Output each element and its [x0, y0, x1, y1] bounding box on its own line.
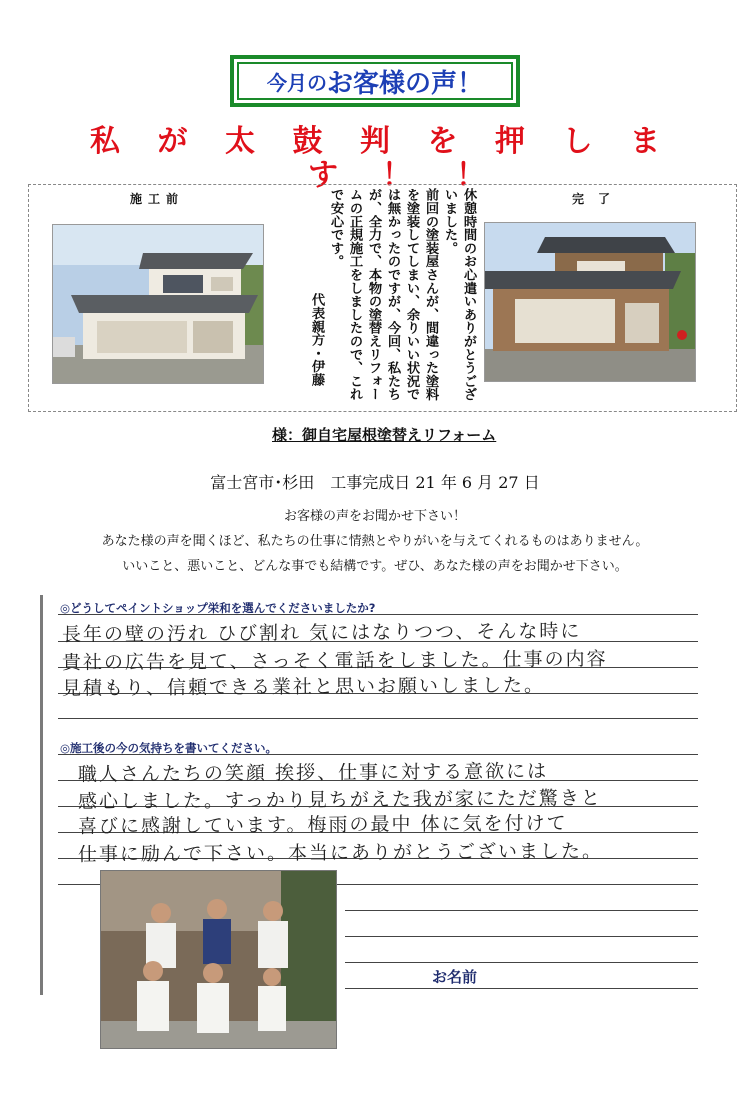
title-char: 押 [495, 124, 525, 159]
location-date: 富士宮市･杉田 工事完成日 21 年 6 月 27 日 [210, 473, 540, 492]
title-char: 鼓 [292, 124, 323, 159]
divider [345, 988, 698, 989]
answer-2-line: 感心しました。すっかり見ちがえた我が家にただ驚きと [77, 787, 602, 813]
title-char: ま [630, 124, 660, 159]
project-suffix: 様：御自宅屋根塗替えリフォーム [272, 426, 497, 444]
after-caption: 完了 [572, 192, 625, 206]
testimonial-line: 前回の塗装屋さんが、間違った塗料を塗装してしまい、余りいい状況では無かったのですが、今回、私たちが、全力で、本物の塗替えリフォームの正規施工をしましたので、これで安心です。 [328, 188, 438, 401]
answer-2-line: 職人さんたちの笑顔 挨拶、仕事に対する意欲には [77, 760, 549, 786]
title-char: ！ [456, 158, 486, 193]
testimonial-line: 休憩時間のお心遣いありがとうございました。 [442, 188, 476, 401]
badge-small-text: 今月の [266, 70, 327, 95]
title-char: し [562, 124, 593, 159]
title-char: ！ [382, 158, 412, 193]
answer-1-line: 長年の壁の汚れ ひび割れ 気にはなりつつ、そんな時に [61, 620, 582, 646]
title-char: す [308, 158, 338, 193]
answer-2-line: 仕事に励んで下さい。本当にありがとうございました。 [77, 840, 604, 866]
request-message: お客様の声をお聞かせ下さい！ [283, 509, 466, 524]
answer-2-line: 喜びに感謝しています。梅雨の最中 体に気を付けて [77, 812, 568, 838]
badge-inner [237, 62, 513, 100]
title-char: 太 [225, 124, 255, 159]
divider [345, 936, 698, 937]
title-char: を [427, 124, 458, 159]
badge-big-text: お客様の声！ [326, 68, 483, 99]
request-message: いいこと、悪いこと、どんな事でも結構です。ぜひ、あなた様の声をお聞かせ下さい。 [122, 559, 628, 574]
before-caption: 施工前 [130, 192, 185, 206]
testimonial-signature: 代表親方・伊藤 [309, 293, 324, 387]
divider [345, 962, 698, 963]
group-photo [100, 870, 337, 1049]
testimonial-text [278, 188, 478, 406]
title-char: 判 [360, 124, 390, 159]
divider [58, 718, 698, 719]
answer-1-line: 貴社の広告を見て、さっそく電話をしました。仕事の内容 [61, 648, 608, 674]
question-1: ◎どうしてペイントショップ栄和を選んでくださいましたか? [60, 601, 376, 615]
title-char: が [157, 124, 188, 159]
header-badge [230, 55, 520, 107]
after-photo [484, 222, 696, 382]
name-label: お名前 [432, 968, 478, 986]
project-title [238, 424, 496, 445]
before-photo [52, 224, 264, 384]
request-message: あなた様の声を聞くほど、私たちの仕事に情熱とやりがいを与えてくれるものはありません。 [101, 534, 649, 549]
answer-1-line: 見積もり、信頼できる業社と思いお願いしました。 [61, 674, 546, 700]
question-2: ◎施工後の今の気持ちを書いてください。 [60, 741, 278, 755]
title-char: 私 [90, 124, 120, 159]
divider [345, 910, 698, 911]
